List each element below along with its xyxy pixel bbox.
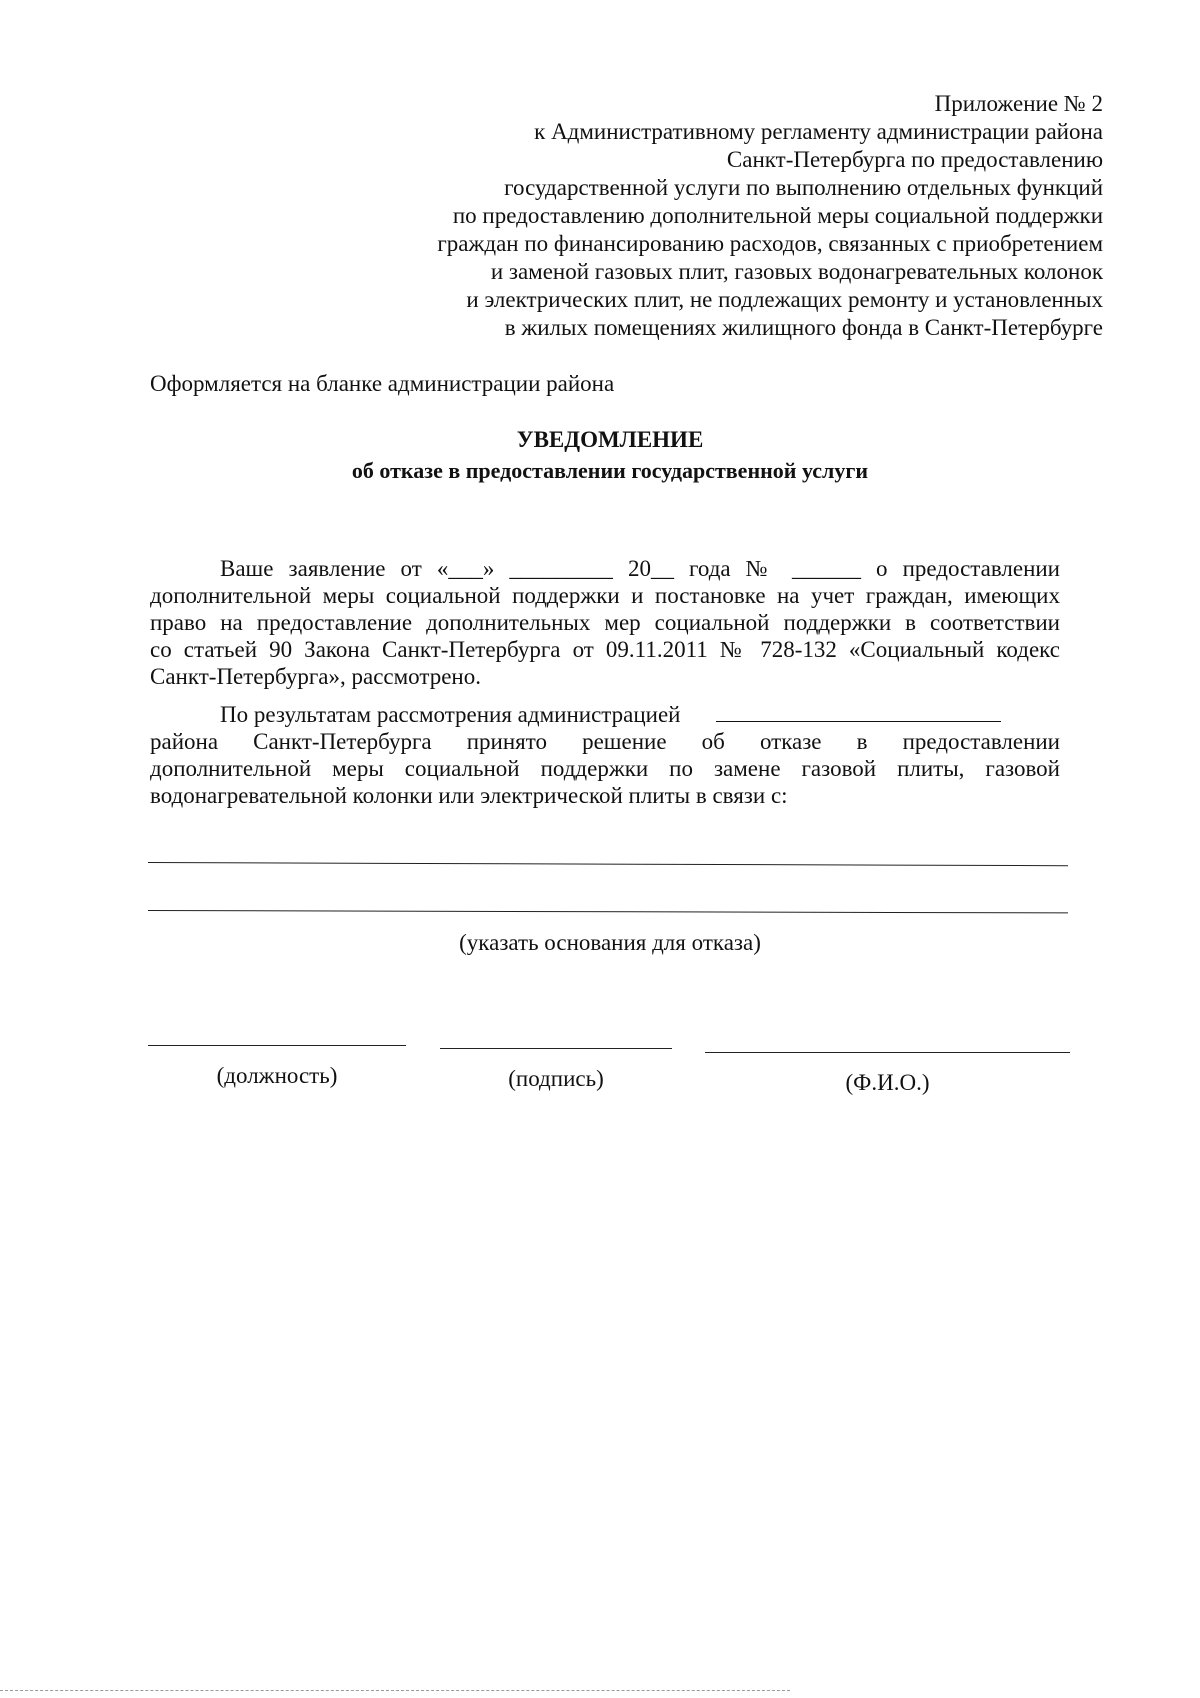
paragraph-line: право на предоставление дополнительных мер социальной поддержки в соответствии bbox=[150, 610, 1060, 635]
appendix-line: граждан по финансированию расходов, связанных с приобретением bbox=[437, 231, 1103, 256]
appendix-line: и заменой газовых плит, газовых водонагревательных колонок bbox=[490, 259, 1103, 284]
appendix-line: по предоставлению дополнительной меры социальной поддержки bbox=[452, 203, 1103, 228]
position-line bbox=[148, 1045, 406, 1046]
paragraph-line-text: По результатам рассмотрения администрацией bbox=[220, 702, 681, 727]
paragraph-line: со статьей 90 Закона Санкт-Петербурга от 09.11.2011 № 728-132 «Социальный кодекс bbox=[150, 637, 1060, 662]
document-subtitle: об отказе в предоставлении государственной услуги bbox=[351, 458, 869, 483]
letterhead-note: Оформляется на бланке администрации района bbox=[150, 371, 615, 396]
reason-caption: (указать основания для отказа) bbox=[459, 930, 761, 955]
reason-line bbox=[148, 862, 1068, 866]
scan-edge-artifact bbox=[0, 1690, 790, 1691]
signature-caption: (подпись) bbox=[508, 1066, 604, 1091]
paragraph-line bbox=[150, 701, 1060, 728]
appendix-line: и электрических плит, не подлежащих ремонту и установленных bbox=[466, 287, 1103, 312]
appendix-header bbox=[343, 90, 1103, 342]
paragraph-line: дополнительной меры социальной поддержки по замене газовой плиты, газовой bbox=[150, 756, 1060, 781]
paragraph-line: Санкт-Петербурга», рассмотрено. bbox=[150, 664, 481, 689]
application-paragraph bbox=[150, 555, 1060, 690]
decision-paragraph bbox=[150, 701, 1060, 809]
appendix-line: к Административному регламенту администрации района bbox=[534, 119, 1103, 144]
paragraph-line: района Санкт-Петербурга принято решение об отказе в предоставлении bbox=[150, 729, 1060, 754]
paragraph-line: Ваше заявление от «___» _________ 20__ года № ______ о предоставлении bbox=[220, 556, 1060, 581]
paragraph-line: водонагревательной колонки или электрической плиты в связи с: bbox=[150, 783, 788, 808]
paragraph-line: дополнительной меры социальной поддержки и постановке на учет граждан, имеющих bbox=[150, 583, 1060, 608]
name-caption: (Ф.И.О.) bbox=[845, 1070, 930, 1095]
appendix-line: государственной услуги по выполнению отдельных функций bbox=[504, 175, 1103, 200]
appendix-line: Санкт-Петербурга по предоставлению bbox=[726, 147, 1103, 172]
signature-line bbox=[440, 1048, 672, 1049]
appendix-line: в жилых помещениях жилищного фонда в Санкт-Петербурге bbox=[504, 315, 1103, 340]
appendix-line: Приложение № 2 bbox=[934, 91, 1103, 116]
position-caption: (должность) bbox=[216, 1063, 338, 1088]
name-line bbox=[705, 1052, 1070, 1053]
document-title: УВЕДОМЛЕНИЕ bbox=[516, 427, 704, 452]
district-blank bbox=[716, 703, 1001, 722]
reason-line bbox=[148, 910, 1068, 913]
